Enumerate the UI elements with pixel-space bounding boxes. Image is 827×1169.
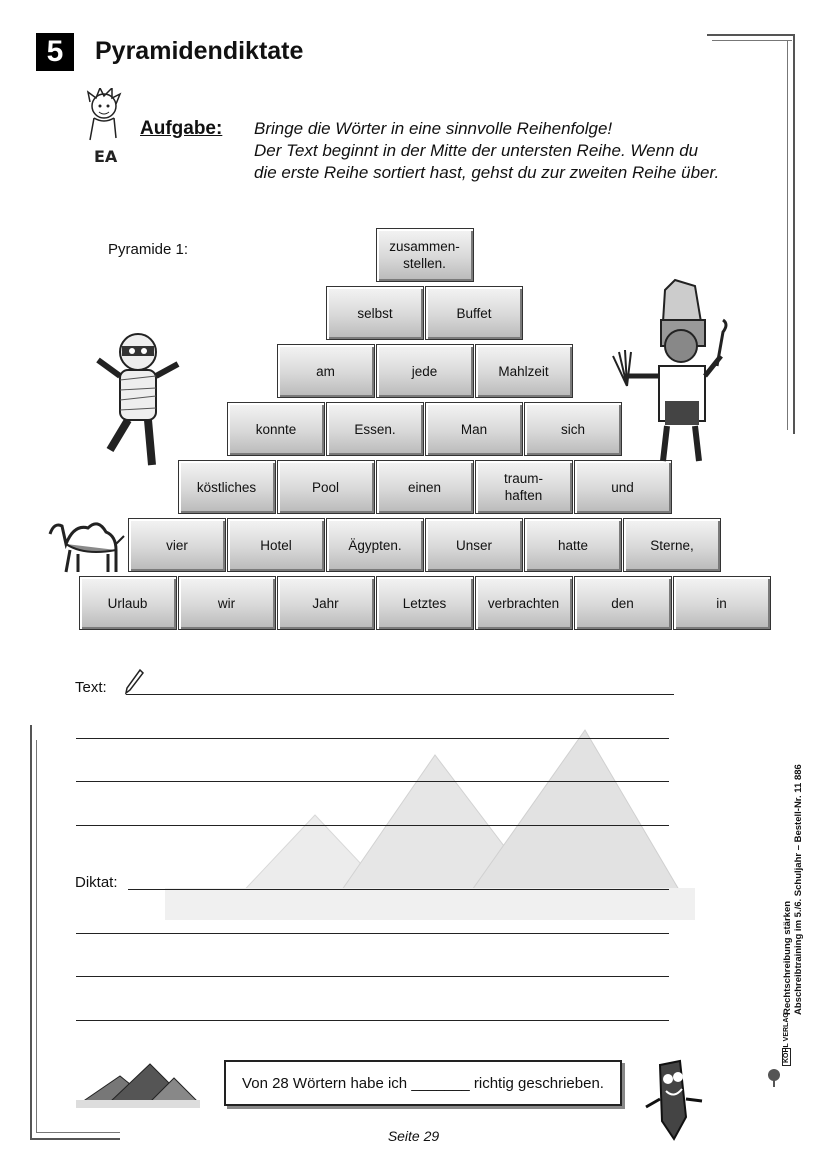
brick-word: Hotel: [260, 537, 292, 553]
score-box: [224, 1060, 622, 1106]
task-line: die erste Reihe sortiert hast, gehst du zur zweiten Reihe über.: [254, 163, 720, 182]
pyramid-word-brick: [524, 518, 622, 572]
pyramid-word-brick: [425, 402, 523, 456]
brick-word: konnte: [255, 421, 297, 437]
brick-word: jede: [411, 363, 438, 379]
page-title: Pyramidendiktate: [95, 37, 304, 65]
publication-info: [782, 715, 804, 1015]
pyramid-word-brick: [227, 402, 325, 456]
pyramid-word-brick: [178, 576, 276, 630]
dictation-line[interactable]: [76, 933, 669, 934]
text-line[interactable]: [76, 825, 669, 826]
score-text: Von 28 Wörtern habe ich _______ richtig geschrieben.: [242, 1074, 604, 1092]
pyramid-word-brick: [79, 576, 177, 630]
exercise-number: 5: [36, 33, 74, 71]
pyramid-label: Pyramide 1:: [108, 241, 189, 258]
task-label-text: Aufgabe: [140, 118, 216, 139]
pharaoh-illustration: [605, 276, 730, 471]
dictation-line[interactable]: [76, 976, 669, 977]
tree-logo-icon: [766, 1068, 782, 1088]
brick-word: Buffet: [456, 305, 492, 321]
brick-word: verbrachten: [487, 595, 560, 611]
brick-word: traum- haften: [503, 471, 543, 503]
brick-word: hatte: [557, 537, 589, 553]
pyramid-word-brick: [277, 460, 375, 514]
pyramid-word-brick: [326, 518, 424, 572]
task-line: Bringe die Wörter in eine sinnvolle Reihenfolge!: [254, 119, 613, 138]
brick-word: köstliches: [196, 479, 257, 495]
brick-word: zusammen- stellen.: [389, 239, 460, 271]
brick-word: den: [611, 595, 634, 611]
task-line: Der Text beginnt in der Mitte der untersten Reihe. Wenn du: [254, 141, 699, 160]
brick-word: Essen.: [354, 421, 396, 437]
brick-word: Jahr: [312, 595, 339, 611]
brick-word: Ägypten.: [348, 537, 402, 553]
frame-left-inner: [36, 740, 37, 1132]
pyramid-watermark: [165, 720, 695, 920]
publication-line: Abschreibtraining im 5./6. Schuljahr – Bestell-Nr. 11 886: [793, 764, 804, 1015]
mummy-illustration: [90, 330, 190, 475]
text-label: Text:: [75, 679, 107, 696]
text-line[interactable]: [76, 738, 669, 739]
brick-word: Letztes: [402, 595, 447, 611]
brick-word: selbst: [357, 305, 393, 321]
pyramid-word-brick: [376, 460, 474, 514]
brick-word: vier: [166, 537, 188, 553]
pyramid-word-brick: [673, 576, 771, 630]
brick-word: in: [716, 595, 727, 611]
pyramid-word-brick: [376, 228, 474, 282]
brick-word: sich: [560, 421, 585, 437]
pyramid-word-brick: [376, 576, 474, 630]
ea-badge: EA: [94, 147, 118, 166]
brick-word: Urlaub: [107, 595, 148, 611]
publisher-logo: KOHL VERLAG: [782, 1048, 791, 1066]
brick-word: Unser: [455, 537, 492, 553]
camel-illustration: [44, 514, 126, 576]
pyramid-word-brick: [128, 518, 226, 572]
pyramid-word-brick: [623, 518, 721, 572]
brick-word: und: [611, 479, 634, 495]
pyramid-word-brick: [376, 344, 474, 398]
brick-word: wir: [217, 595, 236, 611]
brick-word: Mahlzeit: [498, 363, 549, 379]
pyramid-word-brick: [574, 576, 672, 630]
pyramid-word-brick: [277, 576, 375, 630]
brick-word: Sterne,: [650, 537, 694, 553]
pyramid-word-brick: [475, 576, 573, 630]
publication-line: Rechtschreibung stärken: [782, 900, 793, 1015]
pyramid-word-brick: [326, 286, 424, 340]
page-number: Seite 29: [387, 1128, 440, 1144]
task-label-colon: :: [216, 118, 223, 139]
dictation-label: Diktat:: [75, 874, 118, 891]
pyramid-word-brick: [425, 518, 523, 572]
dictation-line[interactable]: [76, 1020, 669, 1021]
pyramid-word-brick: [178, 460, 276, 514]
pyramid-word-brick: [475, 344, 573, 398]
pyramid-word-brick: [425, 286, 523, 340]
brick-word: am: [316, 363, 335, 379]
dictation-line[interactable]: [128, 889, 669, 890]
frame-left: [30, 725, 32, 1138]
pyramid-word-brick: [475, 460, 573, 514]
text-line[interactable]: [76, 781, 669, 782]
brick-word: Man: [460, 421, 488, 437]
small-pyramids-illustration: [76, 1058, 201, 1113]
pyramid-word-brick: [326, 402, 424, 456]
brick-word: Pool: [311, 479, 340, 495]
text-line[interactable]: [126, 694, 674, 695]
pencil-icon: [124, 668, 144, 696]
pyramid-word-brick: [227, 518, 325, 572]
pyramid-word-brick: [277, 344, 375, 398]
brick-word: einen: [407, 479, 442, 495]
